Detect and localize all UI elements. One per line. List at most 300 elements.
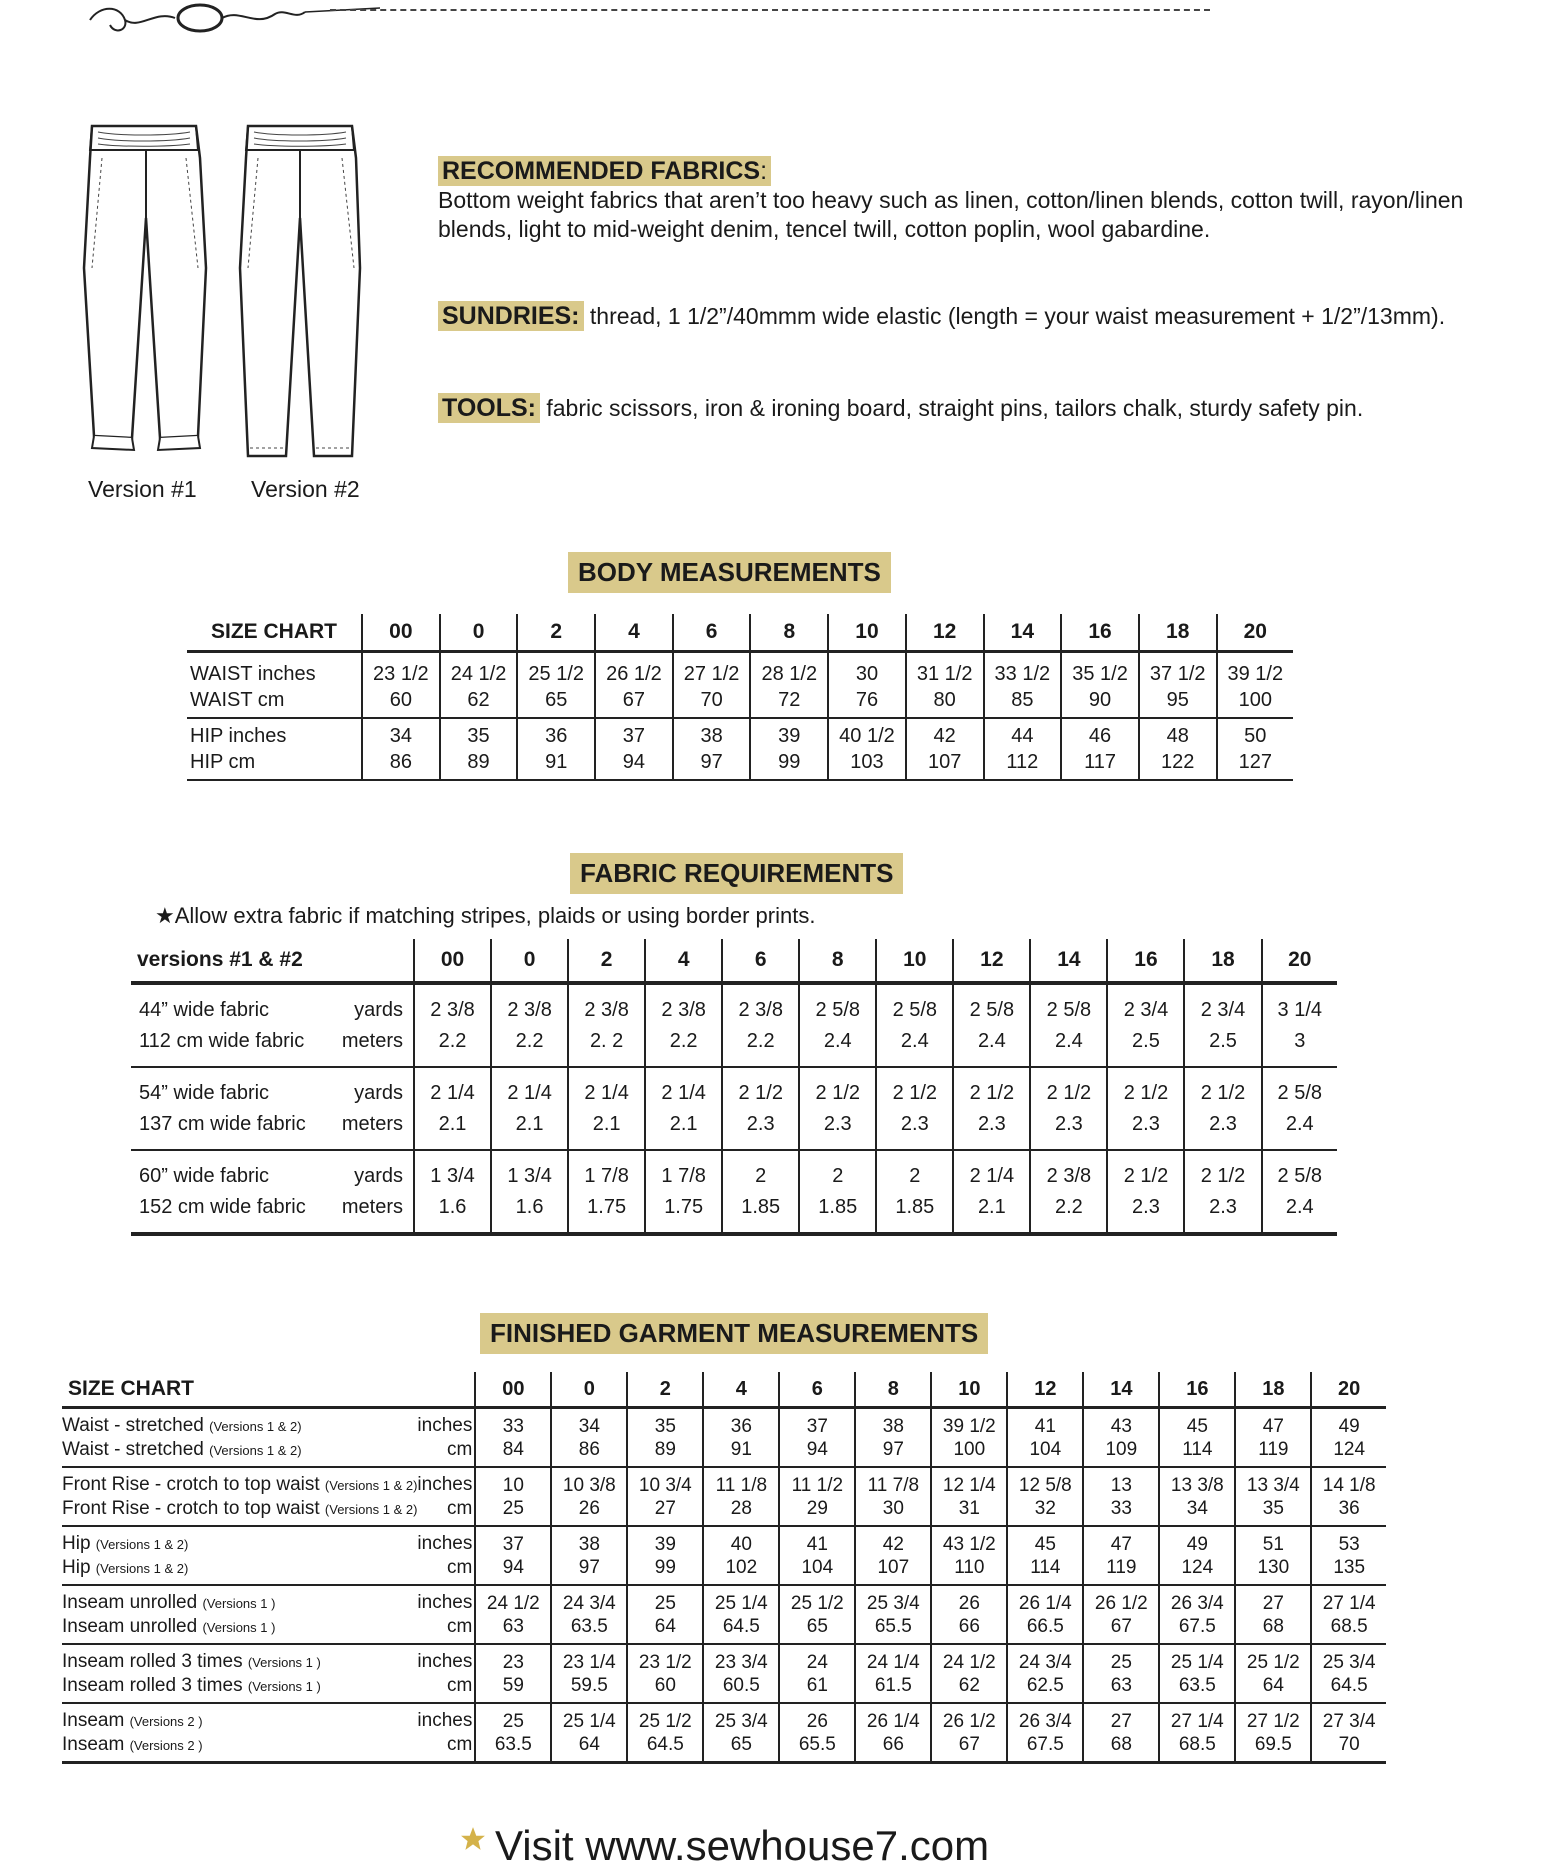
measurement-label — [62, 1674, 321, 1698]
table-cell — [931, 1526, 1007, 1585]
unit-label: meters — [341, 1195, 403, 1218]
value-primary: 13 3/8 — [1170, 1474, 1224, 1496]
fabric-width-label: 137 cm wide fabric — [139, 1112, 306, 1135]
value-primary: 37 — [502, 1533, 524, 1555]
value-primary: 25 1/2 — [638, 1710, 692, 1732]
value-secondary: 2.3 — [1054, 1112, 1083, 1135]
value-secondary: 68.5 — [1178, 1733, 1216, 1755]
value-primary: 31 1/2 — [916, 663, 973, 685]
value-secondary: 25 — [502, 1497, 524, 1519]
star-bullet-icon: ★ — [155, 903, 175, 928]
value-secondary: 2.4 — [900, 1029, 929, 1052]
value-secondary: 2. 2 — [589, 1029, 624, 1052]
row-label — [62, 1644, 475, 1703]
value-secondary: 2.4 — [1285, 1195, 1314, 1218]
table-cell — [1083, 1644, 1159, 1703]
value-secondary: 64 — [578, 1733, 600, 1755]
value-secondary: 2.1 — [438, 1112, 467, 1135]
value-secondary: 114 — [1030, 1556, 1061, 1578]
size-header: 14 — [1083, 1372, 1159, 1408]
value-secondary: 89 — [654, 1438, 676, 1460]
value-primary: 2 5/8 — [1046, 998, 1092, 1021]
value-secondary: 124 — [1181, 1556, 1214, 1578]
value-secondary: 89 — [467, 751, 490, 773]
value-secondary: 64.5 — [1330, 1674, 1368, 1696]
table-row — [187, 652, 1293, 719]
size-header: 6 — [673, 614, 751, 652]
table-cell — [1030, 1067, 1107, 1150]
value-primary: 27 — [1110, 1710, 1132, 1732]
value-primary: 2 — [909, 1164, 921, 1187]
value-primary: 2 1/4 — [507, 1081, 552, 1104]
value-primary: 24 3/4 — [1018, 1651, 1072, 1673]
value-secondary: 2.1 — [669, 1112, 698, 1135]
size-header: 8 — [855, 1372, 931, 1408]
value-primary: 1 7/8 — [584, 1164, 629, 1187]
value-primary: 2 5/8 — [1277, 1164, 1322, 1187]
table-cell — [551, 1644, 627, 1703]
table-cell — [779, 1644, 855, 1703]
value-primary: 36 — [545, 725, 568, 747]
value-secondary: 67.5 — [1026, 1733, 1064, 1755]
measurement-name: Hip — [62, 1532, 96, 1554]
table-cell — [931, 1703, 1007, 1763]
value-secondary: 2.3 — [977, 1112, 1006, 1135]
value-primary: 12 1/4 — [942, 1474, 996, 1496]
unit-label: inches — [417, 1591, 473, 1613]
value-primary: 2 3/4 — [1200, 998, 1246, 1021]
table-row — [131, 1067, 1337, 1150]
value-primary: 25 1/4 — [1170, 1651, 1224, 1673]
table-row — [187, 718, 1293, 780]
value-secondary: 1.75 — [664, 1195, 704, 1218]
tools-heading: TOOLS: — [438, 393, 540, 423]
value-secondary: 94 — [502, 1556, 524, 1578]
table-cell — [931, 1467, 1007, 1526]
finished-garment-table — [62, 1372, 1386, 1764]
value-secondary: 85 — [1011, 689, 1034, 711]
table-cell — [799, 1067, 876, 1150]
value-primary: 53 — [1338, 1533, 1360, 1555]
size-header: 2 — [568, 939, 645, 983]
table-cell — [1262, 1067, 1337, 1150]
versions-note: (Versions 1 & 2) — [324, 1501, 418, 1517]
measurement-name: Inseam unrolled — [62, 1591, 203, 1613]
size-header: 20 — [1311, 1372, 1386, 1408]
value-secondary: 2.5 — [1209, 1029, 1237, 1052]
unit-label: inches — [417, 1414, 473, 1436]
value-secondary: 2.2 — [515, 1029, 544, 1052]
versions-note: (Versions 1 & 2) — [209, 1442, 302, 1458]
unit-label: cm — [447, 1438, 473, 1460]
value-secondary: 97 — [578, 1556, 600, 1578]
table-cell — [855, 1644, 931, 1703]
size-header: 10 — [876, 939, 953, 983]
sundries-text: thread, 1 1/2”/40mmm wide elastic (length = your waist measurement + 1/2”/13mm). — [583, 303, 1446, 329]
value-primary: 42 — [933, 725, 956, 747]
measurement-label — [62, 1591, 275, 1615]
value-primary: 25 — [502, 1710, 524, 1732]
table-cell — [627, 1526, 703, 1585]
value-secondary: 112 — [1006, 751, 1039, 773]
row-label-line — [62, 1591, 474, 1615]
row-label-line — [62, 1438, 474, 1462]
value-primary: 1 3/4 — [430, 1164, 475, 1187]
table-cell — [568, 1067, 645, 1150]
table-cell — [1184, 983, 1261, 1067]
value-secondary: 65.5 — [798, 1733, 836, 1755]
value-primary: 39 1/2 — [942, 1415, 996, 1437]
row-label — [187, 652, 362, 719]
value-primary: 2 — [832, 1164, 844, 1187]
value-secondary: 65 — [545, 689, 568, 711]
size-header: 10 — [931, 1372, 1007, 1408]
table-cell — [931, 1644, 1007, 1703]
value-secondary: 67.5 — [1178, 1615, 1216, 1637]
table-cell — [1083, 1408, 1159, 1468]
value-secondary: 29 — [806, 1497, 828, 1519]
table-cell — [953, 1150, 1030, 1234]
size-header: 6 — [779, 1372, 855, 1408]
value-primary: 2 5/8 — [1277, 1081, 1322, 1104]
value-secondary: 94 — [806, 1438, 828, 1460]
value-primary: 11 7/8 — [867, 1474, 920, 1496]
table-cell — [1184, 1067, 1261, 1150]
row-label — [187, 718, 362, 780]
row-label-line — [139, 1026, 413, 1057]
value-secondary: 2.4 — [1285, 1112, 1314, 1135]
unit-label: meters — [341, 1029, 403, 1052]
table-cell — [1235, 1644, 1311, 1703]
value-primary: 27 1/2 — [1246, 1710, 1300, 1732]
value-secondary: 107 — [927, 751, 962, 773]
unit-label: yards — [354, 1081, 403, 1104]
table-cell — [1030, 1150, 1107, 1234]
value-primary: 23 1/2 — [373, 663, 429, 685]
value-primary: 27 — [1262, 1592, 1284, 1614]
value-primary: 2 1/2 — [1046, 1081, 1092, 1104]
value-primary: 26 3/4 — [1170, 1592, 1224, 1614]
value-secondary: 2.3 — [1132, 1112, 1160, 1135]
value-secondary: 2.2 — [438, 1029, 467, 1052]
row-label-primary: HIP inches — [190, 725, 287, 747]
value-secondary: 63.5 — [1178, 1674, 1216, 1696]
measurement-name: Waist - stretched — [62, 1438, 210, 1460]
value-primary: 35 1/2 — [1072, 663, 1128, 685]
table-cell — [703, 1526, 779, 1585]
pants-version-1-illustration — [78, 118, 210, 458]
table-cell — [1083, 1467, 1159, 1526]
value-primary: 25 — [1110, 1651, 1132, 1673]
table-cell — [779, 1467, 855, 1526]
table-cell — [1311, 1703, 1386, 1763]
value-secondary: 26 — [578, 1497, 600, 1519]
fabric-requirements-table — [131, 939, 1337, 1236]
size-header: 14 — [984, 614, 1062, 652]
table-cell — [1235, 1526, 1311, 1585]
value-secondary: 2.3 — [1209, 1195, 1237, 1218]
fabric-width-label: 44” wide fabric — [139, 998, 270, 1021]
table-cell — [876, 983, 953, 1067]
size-header: 6 — [722, 939, 799, 983]
table-cell — [953, 983, 1030, 1067]
value-primary: 26 — [958, 1592, 980, 1614]
body-measurements-title: BODY MEASUREMENTS — [568, 552, 891, 593]
value-primary: 42 — [882, 1533, 904, 1555]
table-cell — [414, 1150, 491, 1234]
size-header: 8 — [750, 614, 828, 652]
unit-label: cm — [447, 1497, 473, 1519]
value-primary: 36 — [730, 1415, 752, 1437]
value-primary: 2 1/4 — [430, 1081, 475, 1104]
table-cell — [1107, 1150, 1184, 1234]
size-header: 18 — [1235, 1372, 1311, 1408]
row-label — [62, 1585, 475, 1644]
size-header: 18 — [1184, 939, 1261, 983]
value-primary: 45 — [1186, 1415, 1208, 1437]
scroll-ornament-icon — [80, 0, 380, 42]
measurement-label — [62, 1473, 417, 1497]
table-cell — [1311, 1467, 1386, 1526]
value-primary: 24 1/2 — [942, 1651, 996, 1673]
table-cell — [1217, 718, 1293, 780]
value-primary: 24 1/2 — [486, 1592, 540, 1614]
measurement-label — [62, 1733, 203, 1757]
versions-note: (Versions 2 ) — [129, 1737, 203, 1753]
value-secondary: 62 — [958, 1674, 980, 1696]
value-secondary: 67 — [958, 1733, 980, 1755]
value-primary: 2 5/8 — [892, 998, 938, 1021]
value-secondary: 66.5 — [1026, 1615, 1064, 1637]
website-link[interactable]: Visit www.sewhouse7.com — [495, 1822, 990, 1869]
value-primary: 2 3/8 — [430, 998, 475, 1021]
value-primary: 39 — [654, 1533, 676, 1555]
size-chart-label: SIZE CHART — [62, 1372, 475, 1408]
row-label — [62, 1408, 475, 1468]
row-label-secondary: HIP cm — [190, 751, 256, 773]
table-cell — [1007, 1703, 1083, 1763]
value-primary: 26 3/4 — [1018, 1710, 1072, 1732]
table-cell — [779, 1703, 855, 1763]
measurement-name: Inseam unrolled — [62, 1615, 203, 1637]
unit-label: inches — [417, 1532, 473, 1554]
value-primary: 10 3/4 — [638, 1474, 692, 1496]
size-chart-label: SIZE CHART — [187, 614, 362, 652]
value-secondary: 68 — [1110, 1733, 1132, 1755]
table-cell — [750, 652, 828, 719]
value-secondary: 119 — [1106, 1556, 1137, 1578]
size-header: 4 — [703, 1372, 779, 1408]
table-cell — [645, 1150, 722, 1234]
value-secondary: 70 — [1338, 1733, 1360, 1755]
table-cell — [1311, 1644, 1386, 1703]
value-secondary: 64 — [654, 1615, 676, 1637]
value-secondary: 91 — [730, 1438, 752, 1460]
value-secondary: 66 — [958, 1615, 980, 1637]
value-secondary: 1.85 — [741, 1195, 781, 1218]
value-secondary: 99 — [778, 751, 801, 773]
value-secondary: 67 — [1110, 1615, 1132, 1637]
table-cell — [855, 1585, 931, 1644]
measurement-label — [62, 1650, 321, 1674]
value-secondary: 27 — [654, 1497, 676, 1519]
value-secondary: 84 — [502, 1438, 524, 1460]
table-cell — [931, 1585, 1007, 1644]
value-secondary: 64 — [1262, 1674, 1284, 1696]
size-header: 20 — [1217, 614, 1293, 652]
table-cell — [828, 652, 906, 719]
versions-note: (Versions 1 ) — [247, 1654, 321, 1670]
size-header: 8 — [799, 939, 876, 983]
table-row — [62, 1703, 1386, 1763]
value-primary: 26 1/4 — [866, 1710, 920, 1732]
value-primary: 2 5/8 — [969, 998, 1015, 1021]
value-primary: 25 1/2 — [1246, 1651, 1300, 1673]
value-secondary: 76 — [855, 689, 879, 711]
table-cell — [673, 718, 751, 780]
value-primary: 25 3/4 — [1322, 1651, 1376, 1673]
table-cell — [1139, 652, 1217, 719]
pants-version-2-illustration — [234, 118, 366, 458]
value-primary: 1 3/4 — [507, 1164, 552, 1187]
value-primary: 30 — [855, 663, 879, 685]
value-secondary: 2.2 — [669, 1029, 698, 1052]
table-cell — [1159, 1703, 1235, 1763]
recommended-fabrics-heading: RECOMMENDED FABRICS: — [438, 156, 771, 186]
row-label-line — [62, 1532, 474, 1556]
value-primary: 35 — [467, 725, 490, 747]
value-secondary: 1.6 — [438, 1195, 467, 1218]
value-secondary: 2.2 — [1054, 1195, 1083, 1218]
table-cell — [1007, 1467, 1083, 1526]
measurement-name: Inseam rolled 3 times — [62, 1650, 248, 1672]
unit-label: cm — [447, 1615, 473, 1637]
value-primary: 2 1/2 — [738, 1081, 783, 1104]
table-cell — [1235, 1467, 1311, 1526]
fabric-width-label: 60” wide fabric — [139, 1164, 270, 1187]
value-secondary: 2.3 — [746, 1112, 775, 1135]
table-cell — [984, 652, 1062, 719]
table-cell — [722, 1150, 799, 1234]
value-primary: 41 — [806, 1533, 828, 1555]
table-row — [131, 1150, 1337, 1234]
table-row — [62, 1467, 1386, 1526]
size-header: 2 — [627, 1372, 703, 1408]
table-cell — [1007, 1408, 1083, 1468]
measurement-label — [62, 1438, 302, 1462]
table-cell — [722, 983, 799, 1067]
value-primary: 27 3/4 — [1322, 1710, 1376, 1732]
table-cell — [953, 1067, 1030, 1150]
value-secondary: 2.4 — [977, 1029, 1006, 1052]
value-primary: 26 1/2 — [942, 1710, 996, 1732]
value-primary: 23 — [502, 1651, 524, 1673]
value-secondary: 63 — [502, 1615, 524, 1637]
table-cell — [595, 718, 673, 780]
value-secondary: 72 — [778, 689, 801, 711]
value-primary: 40 1/2 — [839, 725, 895, 747]
value-secondary: 135 — [1333, 1556, 1366, 1578]
version-2-label: Version #2 — [251, 476, 360, 502]
value-primary: 2 1/4 — [584, 1081, 629, 1104]
value-secondary: 61.5 — [874, 1674, 912, 1696]
table-cell — [703, 1644, 779, 1703]
value-secondary: 2.3 — [1132, 1195, 1160, 1218]
measurement-name: Front Rise - crotch to top waist — [62, 1497, 325, 1519]
table-row — [131, 983, 1337, 1067]
value-secondary: 97 — [700, 751, 723, 773]
value-secondary: 65.5 — [874, 1615, 912, 1637]
value-secondary: 95 — [1166, 689, 1189, 711]
value-primary: 23 1/2 — [638, 1651, 692, 1673]
table-cell — [1159, 1467, 1235, 1526]
table-cell — [876, 1150, 953, 1234]
table-cell — [1107, 983, 1184, 1067]
table-cell — [673, 652, 751, 719]
measurement-label — [62, 1615, 275, 1639]
size-header: 16 — [1159, 1372, 1235, 1408]
table-cell — [1107, 1067, 1184, 1150]
row-label-line — [139, 1109, 413, 1140]
value-secondary: 63 — [1110, 1674, 1132, 1696]
size-header: 12 — [953, 939, 1030, 983]
value-primary: 38 — [700, 725, 723, 747]
value-secondary: 104 — [801, 1556, 834, 1578]
size-header: 12 — [906, 614, 984, 652]
value-secondary: 90 — [1088, 689, 1112, 711]
unit-label: cm — [447, 1674, 473, 1696]
value-primary: 25 3/4 — [714, 1710, 768, 1732]
value-secondary: 59 — [502, 1674, 524, 1696]
value-secondary: 62 — [467, 689, 490, 711]
value-secondary: 64.5 — [646, 1733, 684, 1755]
value-primary: 48 — [1166, 725, 1189, 747]
value-primary: 2 1/2 — [1123, 1081, 1169, 1104]
unit-label: inches — [417, 1709, 473, 1731]
row-label-line — [62, 1650, 474, 1674]
value-secondary: 94 — [622, 751, 646, 773]
value-primary: 13 — [1110, 1474, 1132, 1496]
value-primary: 25 1/4 — [714, 1592, 768, 1614]
table-cell — [1184, 1150, 1261, 1234]
value-secondary: 65 — [730, 1733, 752, 1755]
value-primary: 50 — [1244, 725, 1267, 747]
value-secondary: 63.5 — [570, 1615, 608, 1637]
measurement-name: Inseam — [62, 1733, 130, 1755]
table-cell — [855, 1526, 931, 1585]
value-primary: 37 — [622, 725, 646, 747]
value-secondary: 1.6 — [515, 1195, 544, 1218]
sundries-heading: SUNDRIES: — [438, 301, 584, 331]
value-primary: 11 1/2 — [791, 1474, 844, 1496]
value-secondary: 100 — [953, 1438, 986, 1460]
table-cell — [627, 1703, 703, 1763]
size-header: 00 — [414, 939, 491, 983]
value-primary: 12 5/8 — [1018, 1474, 1072, 1496]
value-primary: 27 1/4 — [1170, 1710, 1224, 1732]
size-header: 16 — [1107, 939, 1184, 983]
table-cell — [1235, 1585, 1311, 1644]
table-cell — [703, 1703, 779, 1763]
value-secondary: 2.1 — [592, 1112, 621, 1135]
value-secondary: 110 — [954, 1556, 985, 1578]
recommended-fabrics-text: Bottom weight fabrics that aren’t too heavy such as linen, cotton/linen blends, cotton twill, rayon/linen blends, light to mid-weight denim, tencel twill, cotton poplin, wool gabardine. — [438, 187, 1464, 242]
table-cell — [551, 1408, 627, 1468]
row-label-line — [62, 1615, 474, 1639]
value-secondary: 35 — [1262, 1497, 1284, 1519]
value-primary: 2 3/8 — [584, 998, 629, 1021]
tools-text: fabric scissors, iron & ironing board, straight pins, tailors chalk, sturdy safety pin. — [539, 395, 1364, 421]
